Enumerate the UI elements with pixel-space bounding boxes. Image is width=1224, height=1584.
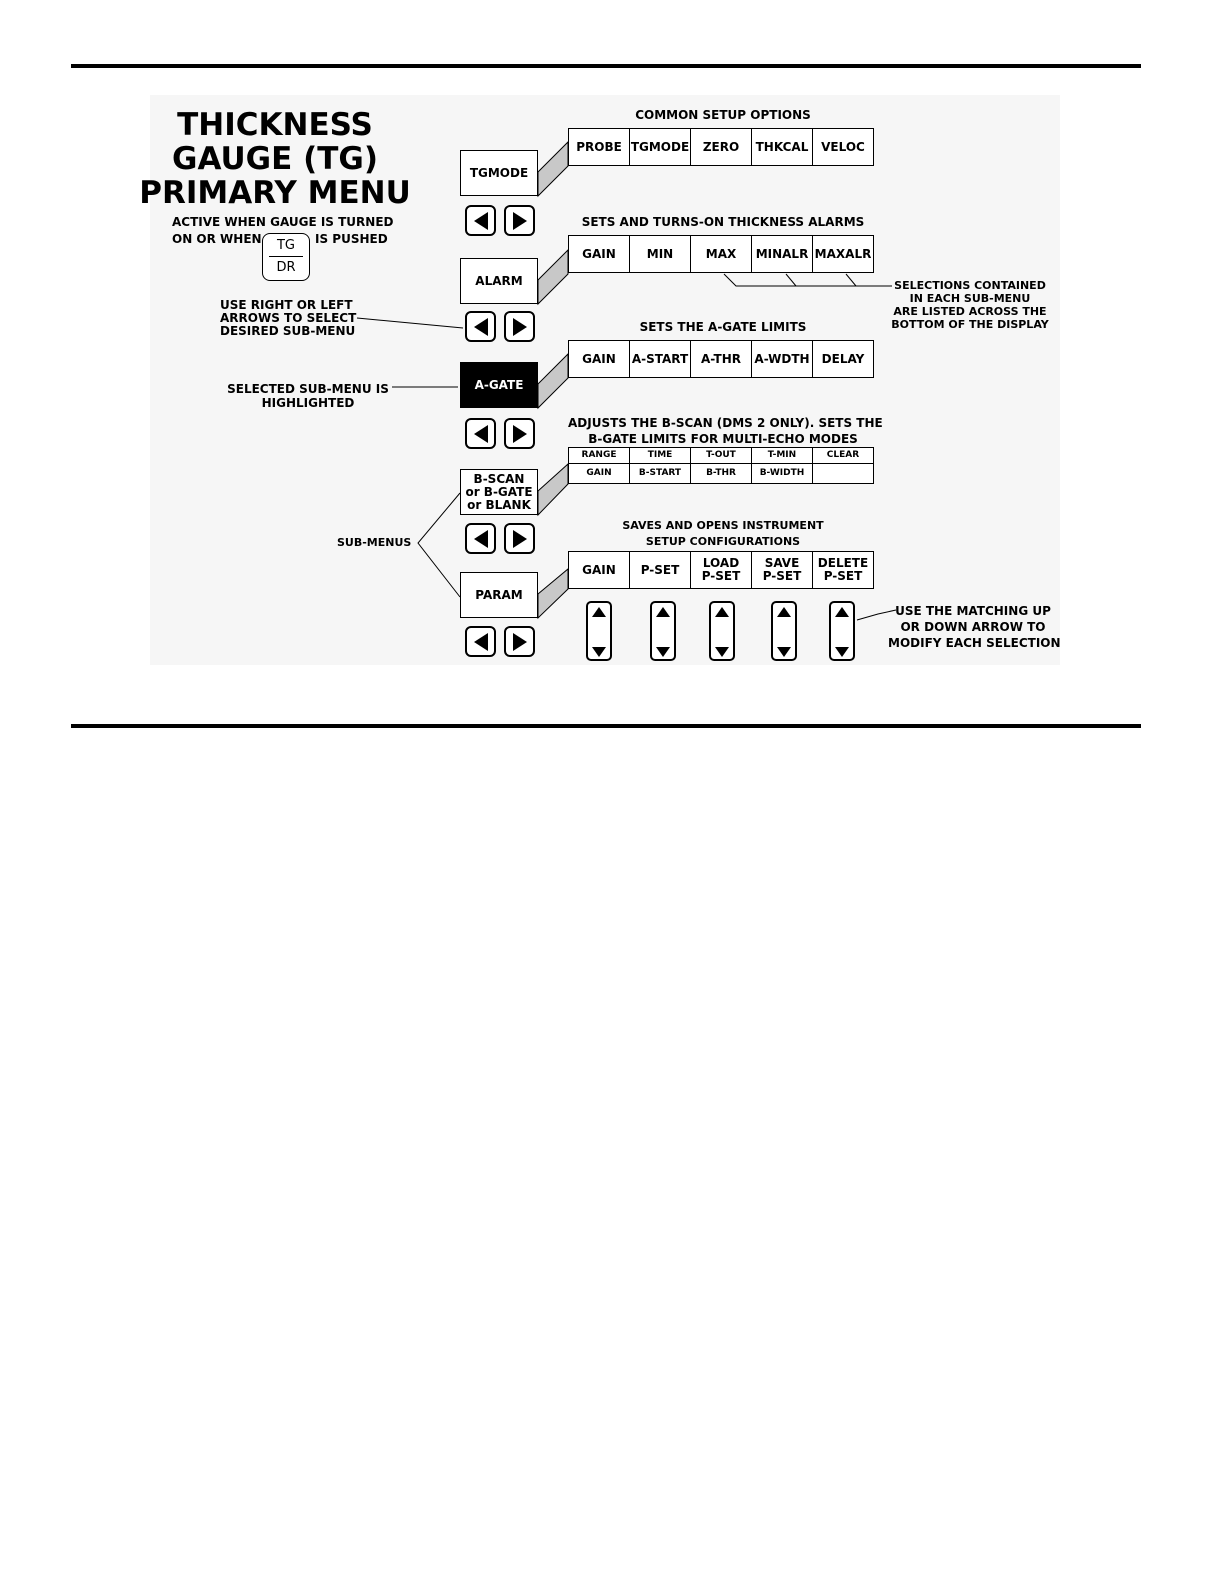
down-arrow-icon (656, 647, 670, 657)
submenus-brace (418, 493, 460, 597)
up-arrow-icon (656, 607, 670, 617)
updown-note-line-1: USE THE MATCHING UP (895, 604, 1051, 618)
selections-note-line-3: ARE LISTED ACROSS THE (893, 305, 1047, 318)
down-arrow-icon (592, 647, 606, 657)
selections-note-line-2: IN EACH SUB-MENU (909, 292, 1031, 305)
menu-2-item[interactable]: MINALR (752, 236, 813, 272)
submenu-param-label: PARAM (475, 587, 523, 602)
selections-tick-3 (846, 274, 856, 286)
title-line-2: GAUGE (TG) (172, 141, 378, 177)
menu-1-item[interactable]: THKCAL (752, 129, 813, 165)
menu-3-item[interactable]: A-WDTH (752, 341, 813, 377)
submenu-b-scan-label: B-SCAN or B-GATE or BLANK (465, 471, 533, 512)
menu-3-heading: SETS THE A-GATE LIMITS (639, 320, 807, 334)
menu-2-heading: SETS AND TURNS-ON THICKNESS ALARMS (581, 215, 865, 229)
submenu-alarm-label: ALARM (475, 273, 523, 288)
menu-3-item[interactable]: A-THR (691, 341, 752, 377)
menu-2-item[interactable]: MIN (630, 236, 691, 272)
menu-1-item[interactable]: TGMODE (630, 129, 691, 165)
up-arrow-icon (835, 607, 849, 617)
menu-5-item[interactable]: P-SET (630, 552, 691, 588)
selected-note-line-2: HIGHLIGHTED (261, 396, 355, 410)
menu-4-item[interactable]: GAIN (569, 464, 630, 483)
menu-4-item[interactable]: T-MIN (752, 448, 813, 463)
key-bottom-label: DR (276, 260, 296, 275)
menu-5-item[interactable]: GAIN (569, 552, 630, 588)
submenu-a-gate-label: A-GATE (474, 377, 524, 392)
menu-4-item[interactable]: RANGE (569, 448, 630, 463)
menu-3-item[interactable]: DELAY (821, 351, 865, 366)
down-arrow-icon (835, 647, 849, 657)
down-arrow-icon (715, 647, 729, 657)
key-top-label: TG (269, 234, 303, 257)
active-note-line-1: ACTIVE WHEN GAUGE IS TURNED (172, 215, 394, 229)
menu-4-item[interactable]: B-WIDTH (752, 464, 813, 483)
menu-3-item[interactable]: GAIN (569, 341, 630, 377)
menu-4-item[interactable]: B-START (630, 464, 691, 483)
menu-2-item[interactable]: MAX (691, 236, 752, 272)
wedge-param (538, 569, 568, 618)
selections-note-line-1: SELECTIONS CONTAINED (894, 279, 1046, 292)
title-line-1: THICKNESS (177, 107, 373, 143)
menu-4-item[interactable]: B-THR (691, 464, 752, 483)
menu-1-item[interactable]: ZERO (691, 129, 752, 165)
wedge-alarm (538, 250, 568, 304)
submenus-label: SUB-MENUS (337, 536, 412, 549)
updown-note-line-3: MODIFY EACH SELECTION (888, 636, 1061, 650)
arrows-note-line-2: ARROWS TO SELECT (220, 311, 357, 325)
arrows-note-line-3: DESIRED SUB-MENU (220, 324, 356, 338)
title-line-3: PRIMARY MENU (139, 175, 411, 211)
menu-1-item[interactable]: PROBE (569, 129, 630, 165)
active-note-line-2-post: IS PUSHED (315, 232, 388, 246)
updown-callout-line (857, 610, 896, 620)
active-note-line-2-pre: ON OR WHEN (172, 232, 262, 246)
diagram-connectors (0, 0, 1224, 760)
wedge-b-scan (538, 464, 568, 515)
menu-4-item[interactable]: CLEAR (826, 450, 860, 460)
menu-1-heading: COMMON SETUP OPTIONS (635, 108, 811, 122)
up-arrow-icon (777, 607, 791, 617)
menu-5-heading-line-2: SETUP CONFIGURATIONS (645, 535, 801, 548)
selections-note-line-4: BOTTOM OF THE DISPLAY (891, 318, 1049, 331)
menu-4-item[interactable]: T-OUT (691, 448, 752, 463)
up-arrow-icon (715, 607, 729, 617)
arrows-note-line-1: USE RIGHT OR LEFT (220, 298, 353, 312)
arrows-callout-line (357, 318, 463, 328)
menu-2-item[interactable]: GAIN (569, 236, 630, 272)
selected-note-line-1: SELECTED SUB-MENU IS (227, 382, 389, 396)
menu-4-heading-line-2: B-GATE LIMITS FOR MULTI-ECHO MODES (588, 432, 858, 446)
menu-4-item[interactable]: TIME (630, 448, 691, 463)
menu-5-item[interactable]: LOAD P-SET (691, 552, 752, 588)
updown-note-line-2: OR DOWN ARROW TO (900, 620, 1046, 634)
up-arrow-icon (592, 607, 606, 617)
menu-5-item[interactable]: SAVE P-SET (752, 552, 813, 588)
wedge-tgmode (538, 142, 568, 196)
menu-1-item[interactable]: VELOC (821, 139, 865, 154)
down-arrow-icon (777, 647, 791, 657)
submenu-tgmode-label: TGMODE (469, 165, 529, 180)
wedge-a-gate (538, 354, 568, 408)
menu-3-item[interactable]: A-START (630, 341, 691, 377)
menu-5-item[interactable]: DELETE P-SET (817, 556, 869, 583)
selections-bracket (724, 274, 892, 286)
selections-tick-2 (786, 274, 796, 286)
menu-4-heading-line-1: ADJUSTS THE B-SCAN (DMS 2 ONLY). SETS THE (568, 416, 883, 430)
menu-2-item[interactable]: MAXALR (814, 246, 872, 261)
menu-5-heading-line-1: SAVES AND OPENS INSTRUMENT (622, 519, 824, 532)
